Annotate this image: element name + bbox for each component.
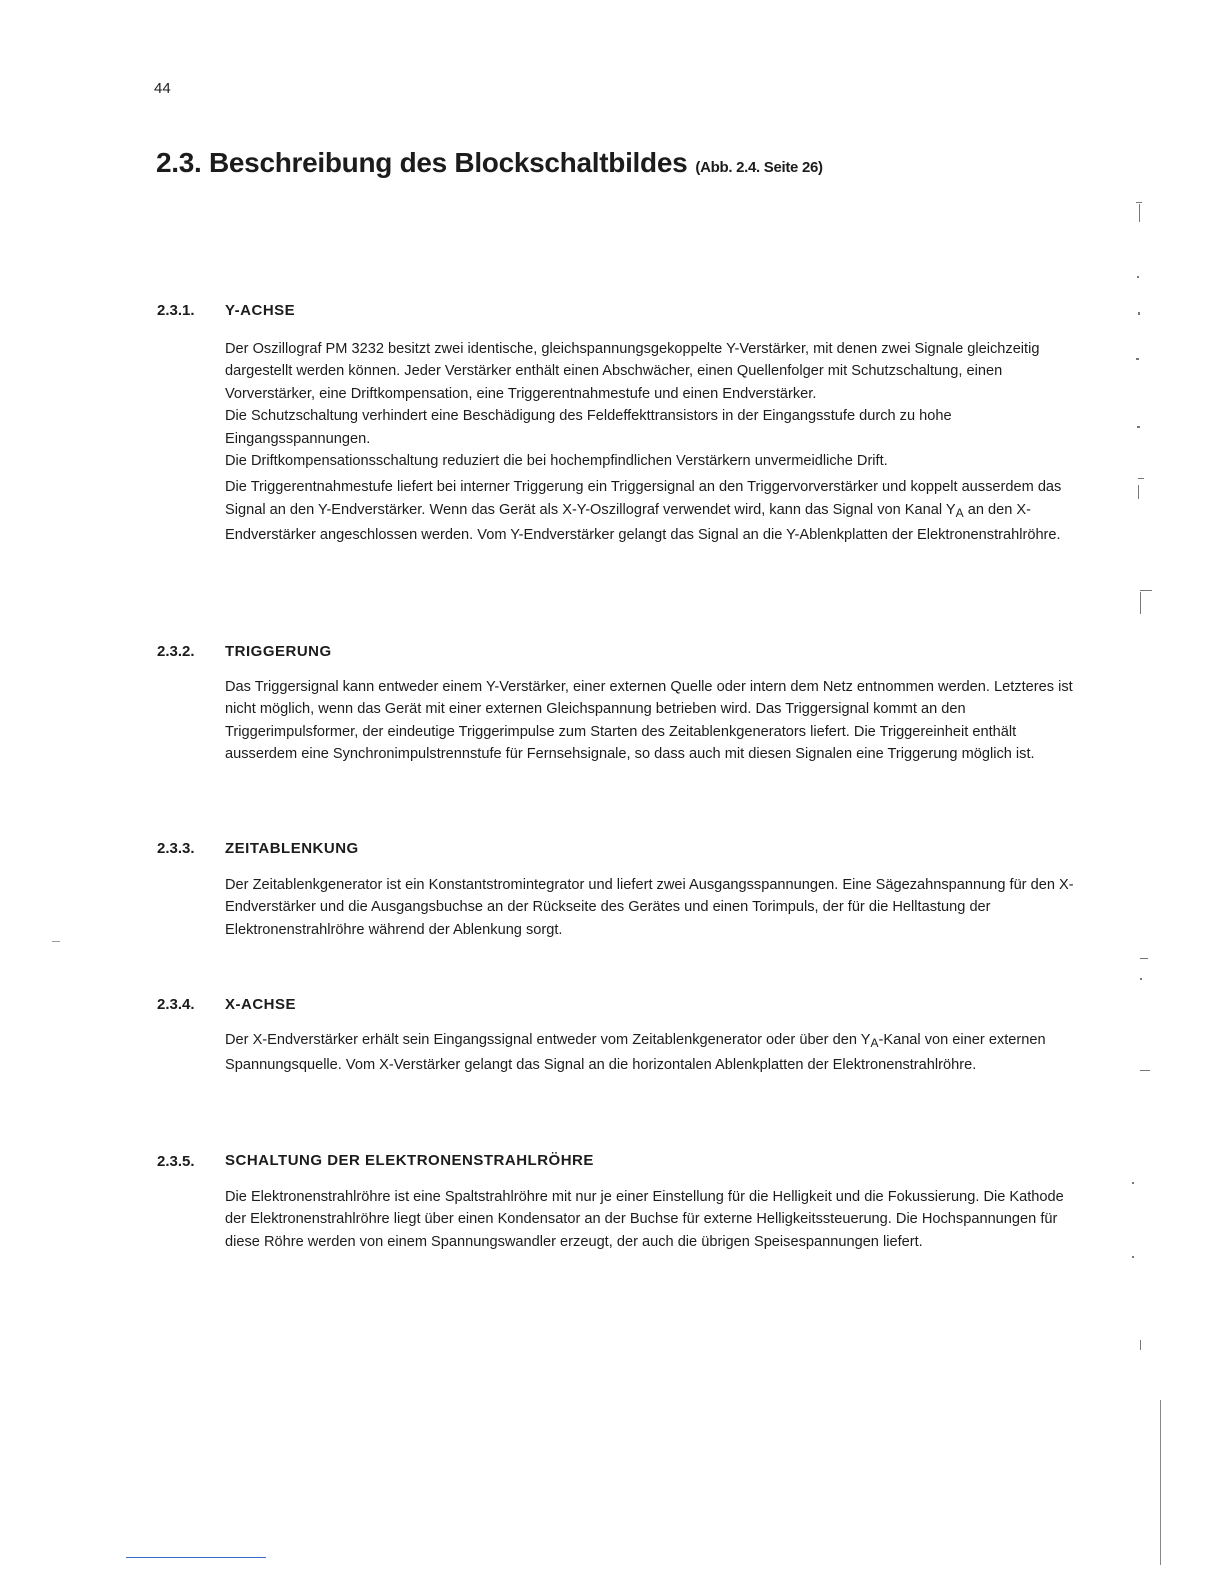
- paragraph: Das Triggersignal kann entweder einem Y-Verstärker, einer externen Quelle oder intern dem Netz entnommen werden. Letzteres ist nicht möglich, wenn das Gerät mit einer externen Gleichspannung betrieben wird. Das Triggersignal kommt an den Triggerimpulsformer, der eindeutige Triggerimpulse zum Starten des Zeitablenkgenerators liefert. Die Triggereinheit enthält ausserdem eine Synchronimpulstrennstufe für Fernsehsignale, so dass auch mit diesen Signalen eine Triggerung möglich ist.: [225, 679, 1073, 763]
- section-heading: ZEITABLENKUNG: [225, 840, 359, 857]
- paragraph: Der Oszillograf PM 3232 besitzt zwei identische, gleichspannungsgekoppelte Y-Verstärker, mit denen zwei Signale gleichzeitig dargestellt werden können. Jeder Verstärker enthält einen Abschwächer, einen Quellenfolger mit Schutzschaltung, einen Vorverstärker, eine Driftkompensation, eine Triggerentnahmestufe und einen Endverstärker.: [225, 341, 1040, 402]
- paragraph: [225, 476, 1075, 546]
- paragraph: Die Driftkompensationsschaltung reduziert die bei hochempfindlichen Verstärkern unvermeidliche Drift.: [225, 453, 888, 470]
- section-number: 2.3.1.: [157, 302, 195, 319]
- section-heading: SCHALTUNG DER ELEKTRONENSTRAHLRÖHRE: [225, 1152, 594, 1169]
- page-number: 44: [154, 80, 171, 97]
- section-body: [225, 338, 1075, 547]
- section-body: [225, 1186, 1075, 1253]
- section-number: 2.3.3.: [157, 840, 195, 857]
- section-heading: TRIGGERUNG: [225, 643, 332, 660]
- paragraph-text: Die Triggerentnahmestufe liefert bei interner Triggerung ein Triggersignal an den Triggervorverstärker und koppelt ausserdem das Signal an den Y-Endverstärker. Wenn das Gerät als X-Y-Oszillograf verwendet wird, kann das Signal von Kanal Y: [225, 479, 1062, 518]
- paragraph: [225, 1029, 1075, 1077]
- section-number: 2.3.5.: [157, 1153, 195, 1170]
- scan-edge-line: [1160, 1400, 1161, 1565]
- section-heading: Y-ACHSE: [225, 302, 296, 319]
- page-title-figure-reference: (Abb. 2.4. Seite 26): [695, 159, 823, 176]
- section-heading: X-ACHSE: [225, 996, 297, 1013]
- scan-margin-marks: [1120, 190, 1180, 1580]
- page-title-text: 2.3. Beschreibung des Blockschaltbildes: [156, 147, 688, 178]
- section-number: 2.3.2.: [157, 643, 195, 660]
- section-body: [225, 874, 1075, 941]
- scan-left-dash: [52, 941, 60, 942]
- page-title: [156, 147, 823, 179]
- footnote-rule: [126, 1557, 266, 1558]
- paragraph: Die Elektronenstrahlröhre ist eine Spaltstrahlröhre mit nur je einer Einstellung für die Helligkeit und die Fokussierung. Die Kathode der Elektronenstrahlröhre liegt über einen Kondensator an der Buchse für externe Helligkeitssteuerung. Die Hochspannungen für diese Röhre werden von einem Spannungswandler erzeugt, der auch die übrigen Speisespannungen liefert.: [225, 1189, 1064, 1250]
- channel-subscript: A: [955, 505, 964, 520]
- paragraph-text: an den X-Endverstärker angeschlossen werden. Vom Y-Endverstärker gelangt das Signal an die Y-Ablenkplatten der Elektronenstrahlröhre.: [225, 501, 1061, 544]
- paragraph: Der Zeitablenkgenerator ist ein Konstantstromintegrator und liefert zwei Ausgangsspannungen. Eine Sägezahnspannung für den X-Endverstärker und die Ausgangsbuchse an der Rückseite des Gerätes und einen Torimpuls, der für die Helltastung der Elektronenstrahlröhre während der Ablenkung sorgt.: [225, 877, 1074, 938]
- section-body: [225, 676, 1075, 766]
- section-number: 2.3.4.: [157, 996, 195, 1013]
- paragraph-text: -Kanal von einer externen Spannungsquelle. Vom X-Verstärker gelangt das Signal an die horizontalen Ablenkplatten der Elektronenstrahlröhre.: [225, 1032, 1046, 1074]
- channel-subscript: A: [870, 1036, 879, 1050]
- paragraph-text: Der X-Endverstärker erhält sein Eingangssignal entweder vom Zeitablenkgenerator oder über den Y: [225, 1032, 871, 1048]
- paragraph: Die Schutzschaltung verhindert eine Beschädigung des Feldeffekttransistors in der Eingangsstufe durch zu hohe Eingangsspannungen.: [225, 408, 952, 447]
- section-body: [225, 1029, 1075, 1077]
